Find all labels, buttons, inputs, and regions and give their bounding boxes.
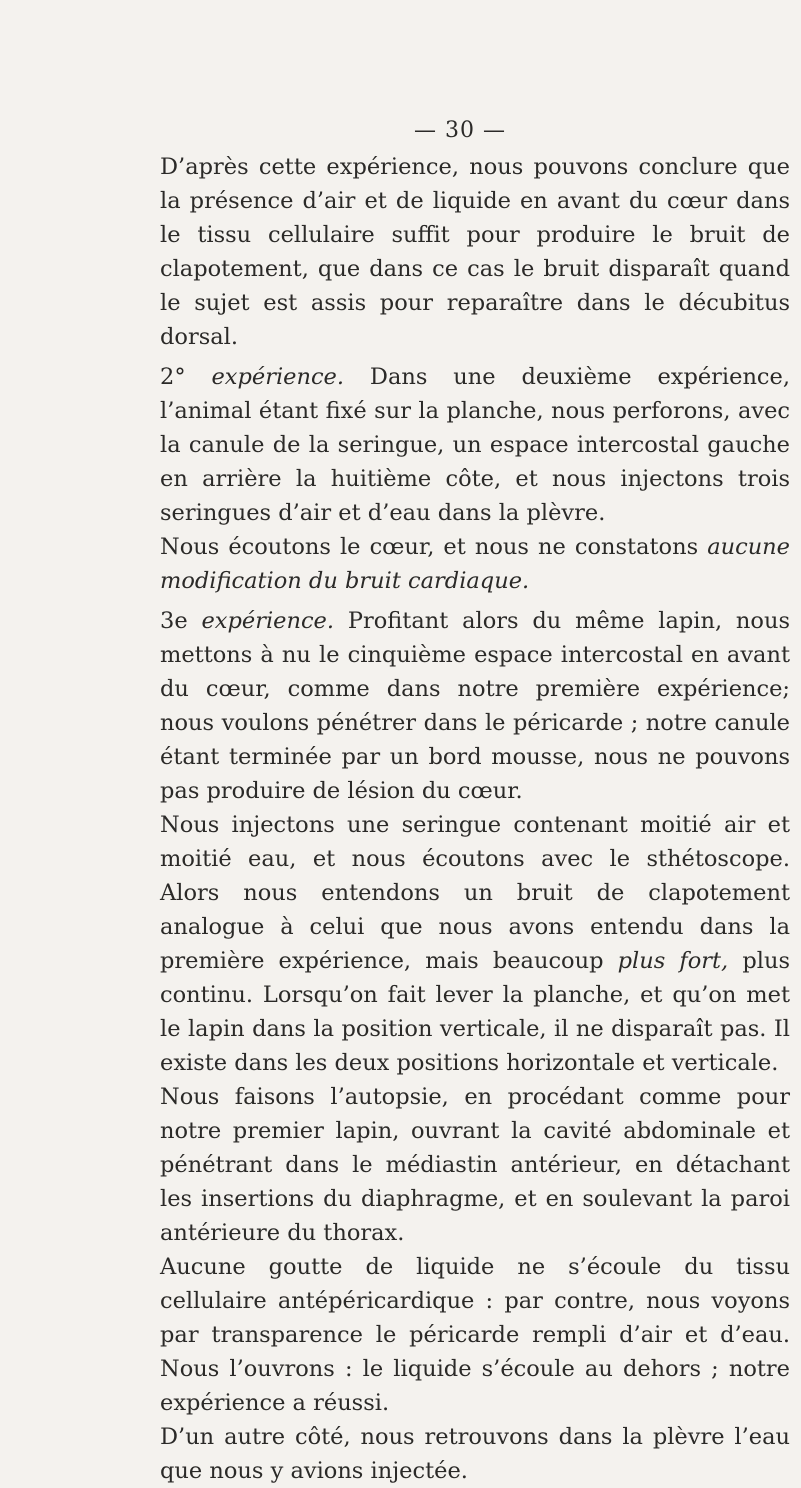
paragraph [160,1080,790,1250]
text-segment: plus continu. Lorsqu’on fait lever la planche, et qu’on met le lapin dans la position verticale, il ne disparaît pas. Il existe dans les deux positions horizontale et verticale. [160,948,790,1076]
paragraph [160,1250,790,1420]
text-segment: Nous faisons l’autopsie, en procédant comme pour notre premier lapin, ouvrant la cavité abdominale et pénétrant dans le médiastin antérieur, en détachant les insertions du diaphragme, et en soulevant la paroi antérieure du thorax. [160,1084,790,1246]
text-segment: D’un autre côté, nous retrouvons dans la plèvre l’eau que nous y avions injectée. [160,1424,790,1484]
document-page [160,0,791,1484]
text-segment: 2° [160,364,212,390]
paragraph [160,1420,790,1488]
paragraph [160,360,790,530]
italic-text: aucune modification du bruit cardiaque. [160,534,790,594]
paragraph [160,530,790,598]
italic-text: expérience. [211,364,345,390]
paragraph [160,808,790,1080]
text-segment: Dans une deuxième expérience, l’animal étant fixé sur la planche, nous perforons, avec la canule de la seringue, un espace intercostal gauche en arrière la huitième côte, et nous injectons trois seringues d’air et d’eau dans la plèvre. [160,364,791,526]
body-text [160,150,790,1488]
italic-text: expérience. [201,608,335,634]
text-segment: 3e [160,608,202,634]
paragraph [160,604,790,808]
text-segment: Profitant alors du même lapin, nous mettons à nu le cinquième espace intercostal en avant du cœur, comme dans notre première expérience; nous voulons pénétrer dans le péricarde ; notre canule étant terminée par un bord mousse, nous ne pouvons pas produire de lésion du cœur. [160,608,790,804]
paragraph [160,150,790,354]
page-number: — 30 — [414,118,506,143]
text-segment: Nous écoutons le cœur, et nous ne constatons [160,534,708,560]
italic-text: plus fort, [617,948,729,974]
text-segment: Nous injectons une seringue contenant moitié air et moitié eau, et nous écoutons avec le sthétoscope. Alors nous entendons un bruit de clapotement analogue à celui que nous avons entendu dans la première expérience, mais beaucoup [160,812,790,974]
text-segment: D’après cette expérience, nous pouvons conclure que la présence d’air et de liquide en avant du cœur dans le tissu cellulaire suffit pour produire le bruit de clapotement, que dans ce cas le bruit disparaît quand le sujet est assis pour reparaître dans le décubitus dorsal. [160,154,790,350]
text-segment: Aucune goutte de liquide ne s’écoule du tissu cellulaire antépéricardique : par contre, nous voyons par transparence le péricarde rempli d’air et d’eau. Nous l’ouvrons : le liquide s’écoule au dehors ; notre expérience a réussi. [160,1254,790,1416]
